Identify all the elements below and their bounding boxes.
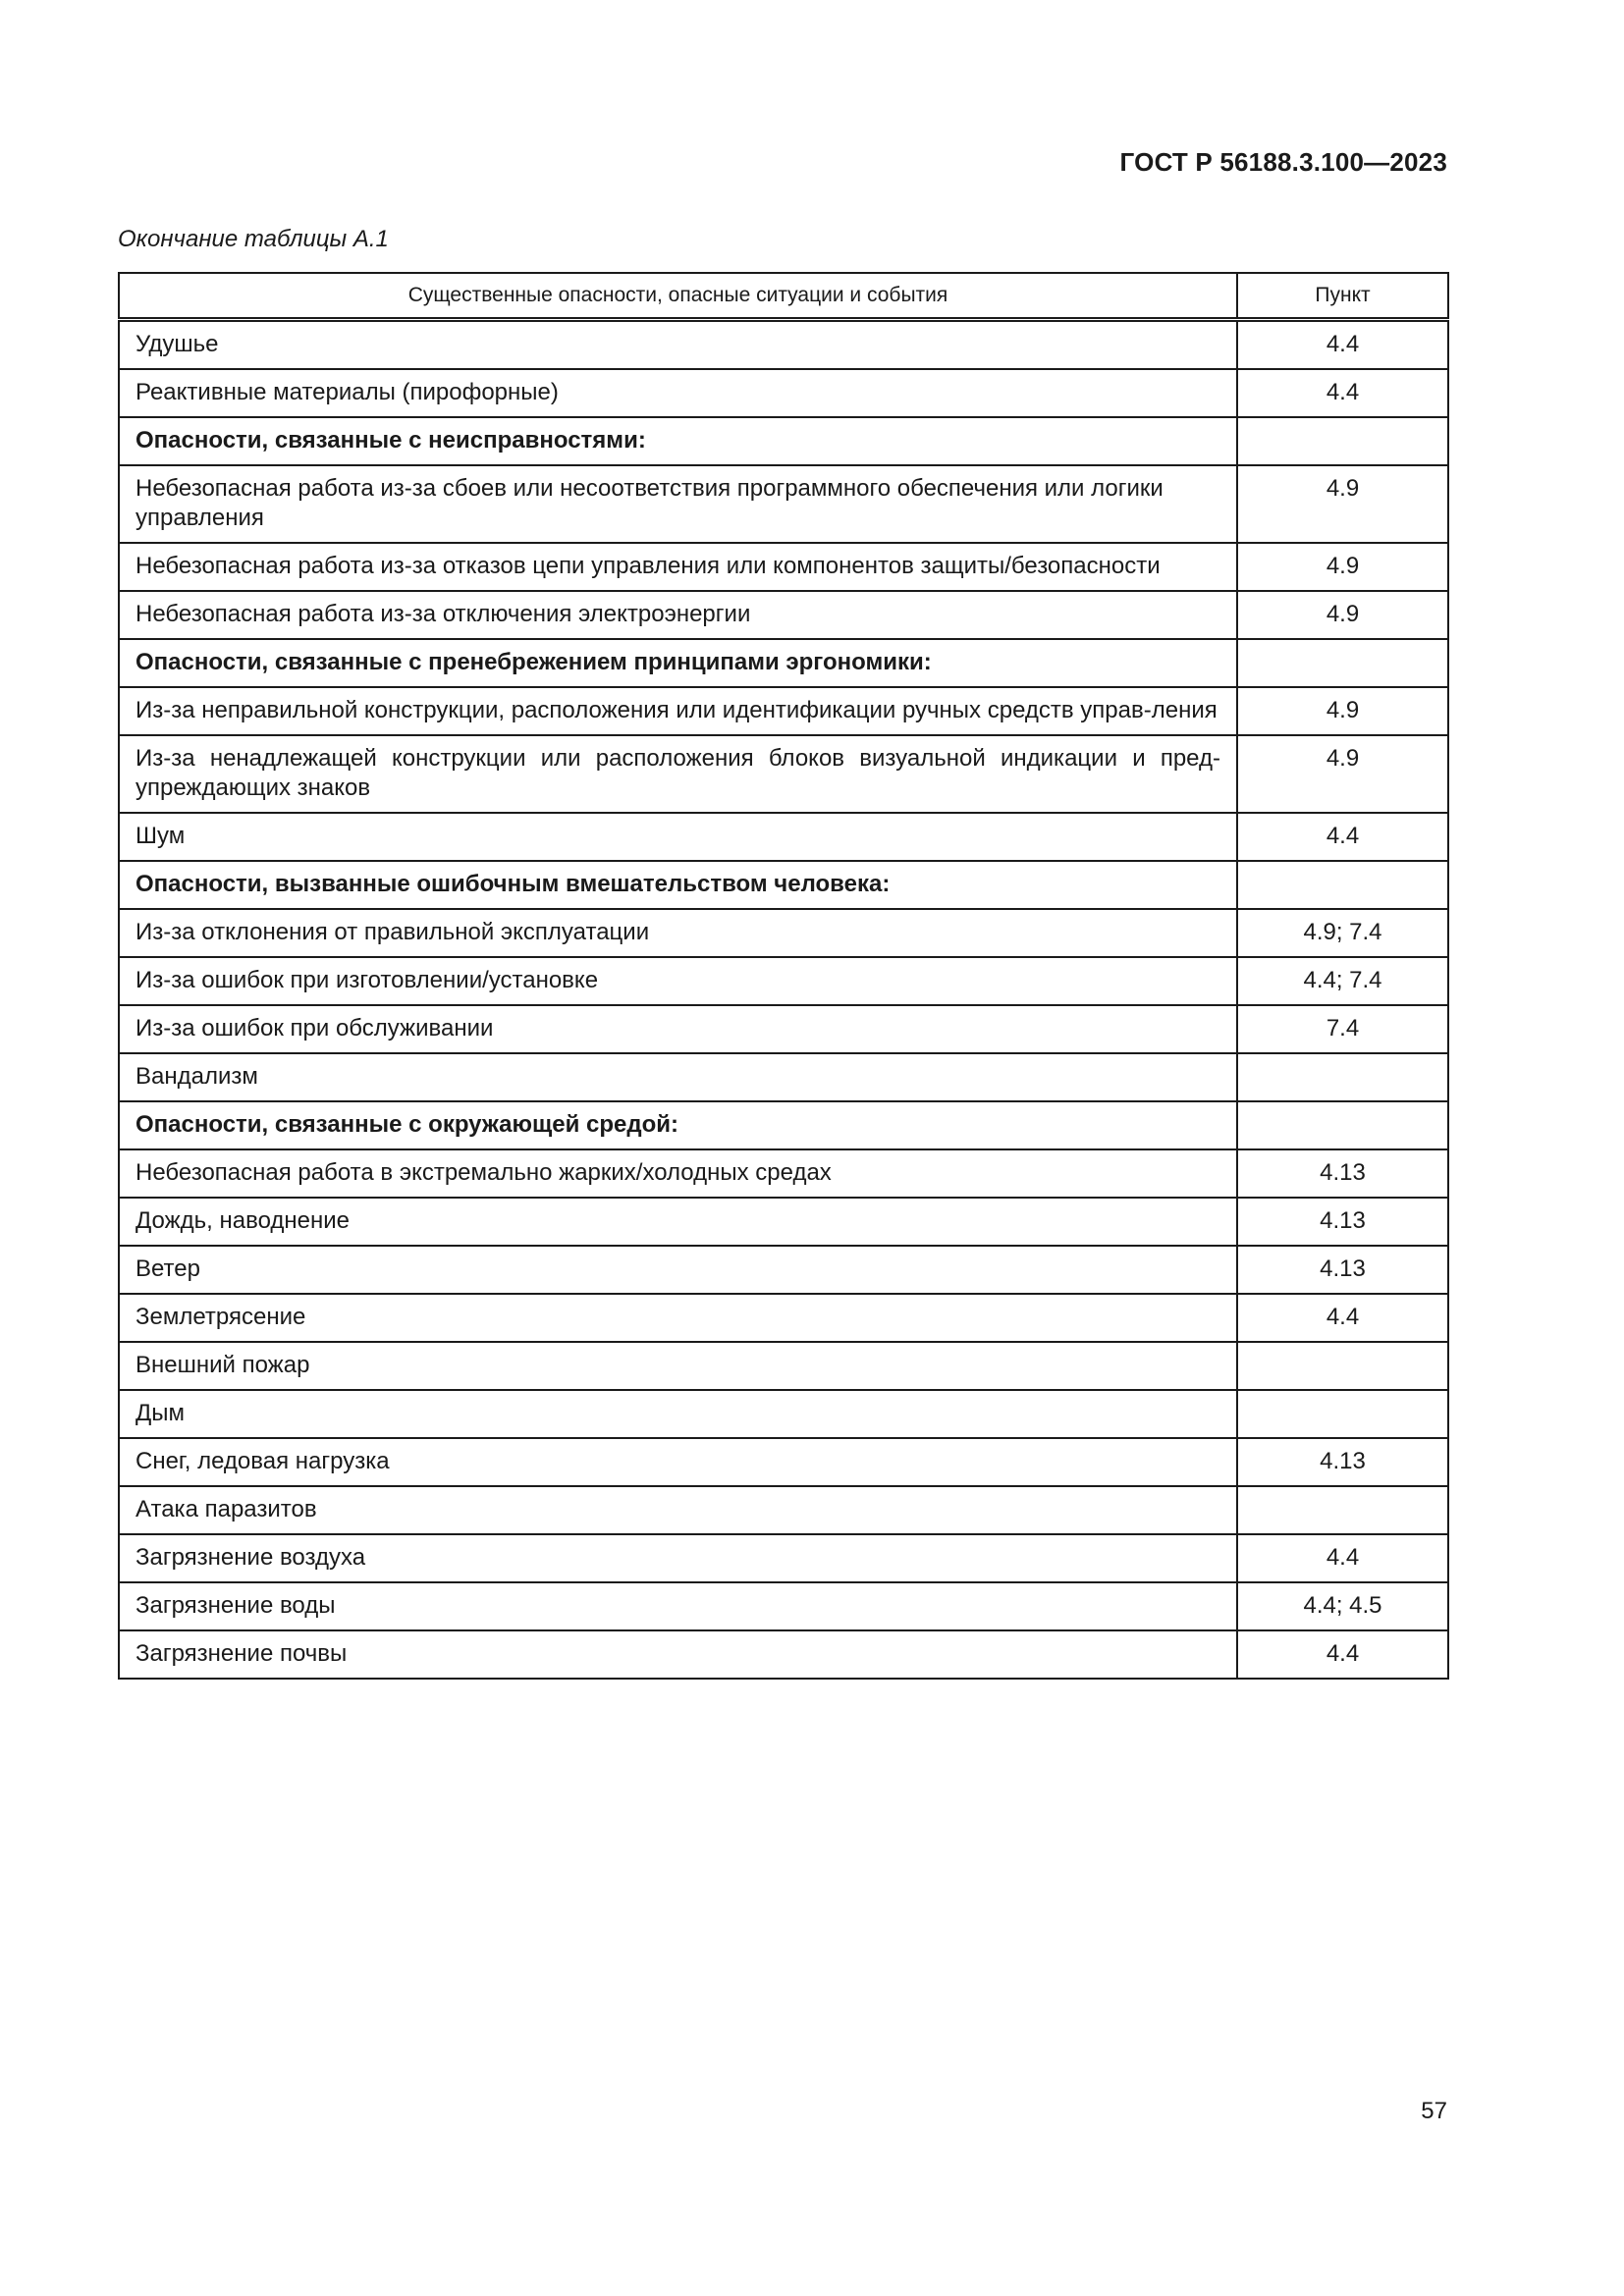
table-row [119,909,1448,957]
section-heading-cell: Опасности, связанные с окружающей средой: [119,1101,1237,1149]
clause-reference-cell: 4.13 [1237,1198,1448,1246]
table-row [119,369,1448,417]
hazard-description-cell: Небезопасная работа из-за отказов цепи управления или компонентов защиты/безопасности [119,543,1237,591]
hazard-description-cell: Реактивные материалы (пирофорные) [119,369,1237,417]
table-row [119,465,1448,543]
table-row [119,1198,1448,1246]
column-header-clause: Пункт [1237,273,1448,320]
clause-reference-cell: 4.4 [1237,813,1448,861]
hazard-description-cell: Из-за отклонения от правильной эксплуатации [119,909,1237,957]
hazard-description-cell: Дождь, наводнение [119,1198,1237,1246]
table-row [119,687,1448,735]
table-header [119,273,1448,320]
table-row [119,1342,1448,1390]
table-row [119,735,1448,813]
table-row [119,1582,1448,1630]
table-row [119,1390,1448,1438]
hazard-description-cell: Удушье [119,320,1237,370]
table-row [119,543,1448,591]
clause-reference-cell: 4.4 [1237,1294,1448,1342]
clause-reference-cell: 4.4 [1237,369,1448,417]
hazard-description-cell: Дым [119,1390,1237,1438]
clause-reference-cell: 4.4; 7.4 [1237,957,1448,1005]
hazard-description-cell: Небезопасная работа из-за сбоев или несоответствия программного обеспечения или логики управления [119,465,1237,543]
column-header-hazards: Существенные опасности, опасные ситуации и события [119,273,1237,320]
table-header-row [119,273,1448,320]
hazard-description-cell: Снег, ледовая нагрузка [119,1438,1237,1486]
table-row [119,320,1448,370]
table-row [119,1005,1448,1053]
hazard-description-cell: Землетрясение [119,1294,1237,1342]
table-row [119,1534,1448,1582]
table-row [119,1294,1448,1342]
clause-reference-cell: 4.9 [1237,591,1448,639]
clause-reference-cell [1237,1342,1448,1390]
table-section-row [119,639,1448,687]
hazard-description-cell: Из-за ошибок при изготовлении/установке [119,957,1237,1005]
table-section-row [119,417,1448,465]
hazard-description-cell: Атака паразитов [119,1486,1237,1534]
clause-reference-cell [1237,1101,1448,1149]
clause-reference-cell: 4.13 [1237,1246,1448,1294]
table-row [119,957,1448,1005]
section-heading-cell: Опасности, вызванные ошибочным вмешательством человека: [119,861,1237,909]
clause-reference-cell: 4.13 [1237,1438,1448,1486]
clause-reference-cell [1237,417,1448,465]
table-row [119,1246,1448,1294]
hazard-description-cell: Загрязнение воды [119,1582,1237,1630]
table-section-row [119,1101,1448,1149]
clause-reference-cell: 4.4 [1237,1534,1448,1582]
clause-reference-cell: 4.9 [1237,735,1448,813]
clause-reference-cell: 7.4 [1237,1005,1448,1053]
clause-reference-cell: 4.4 [1237,1630,1448,1679]
clause-reference-cell [1237,639,1448,687]
clause-reference-cell: 4.9 [1237,465,1448,543]
clause-reference-cell [1237,1053,1448,1101]
table-section-row [119,861,1448,909]
clause-reference-cell [1237,861,1448,909]
section-heading-cell: Опасности, связанные с неисправностями: [119,417,1237,465]
hazards-table [118,272,1449,1680]
hazard-description-cell: Шум [119,813,1237,861]
table-row [119,1149,1448,1198]
table-row [119,813,1448,861]
clause-reference-cell [1237,1486,1448,1534]
table-row [119,1486,1448,1534]
clause-reference-cell: 4.9; 7.4 [1237,909,1448,957]
clause-reference-cell: 4.13 [1237,1149,1448,1198]
hazard-description-cell: Вандализм [119,1053,1237,1101]
table-row [119,1053,1448,1101]
table-caption: Окончание таблицы А.1 [118,226,389,252]
hazard-description-cell: Из-за ошибок при обслуживании [119,1005,1237,1053]
hazard-description-cell: Из-за неправильной конструкции, расположения или идентификации ручных средств управ-ления [119,687,1237,735]
clause-reference-cell: 4.9 [1237,687,1448,735]
section-heading-cell: Опасности, связанные с пренебрежением принципами эргономики: [119,639,1237,687]
hazard-description-cell: Загрязнение почвы [119,1630,1237,1679]
clause-reference-cell [1237,1390,1448,1438]
clause-reference-cell: 4.4; 4.5 [1237,1582,1448,1630]
hazard-description-cell: Небезопасная работа из-за отключения электроэнергии [119,591,1237,639]
document-standard-number: ГОСТ Р 56188.3.100—2023 [1119,147,1447,177]
hazard-description-cell: Из-за ненадлежащей конструкции или расположения блоков визуальной индикации и пред-упреждающих знаков [119,735,1237,813]
table-row [119,1630,1448,1679]
hazard-description-cell: Внешний пожар [119,1342,1237,1390]
hazard-description-cell: Небезопасная работа в экстремально жарких/холодных средах [119,1149,1237,1198]
page-number: 57 [1421,2098,1447,2124]
clause-reference-cell: 4.9 [1237,543,1448,591]
hazard-description-cell: Загрязнение воздуха [119,1534,1237,1582]
clause-reference-cell: 4.4 [1237,320,1448,370]
table-row [119,1438,1448,1486]
table-row [119,591,1448,639]
hazard-description-cell: Ветер [119,1246,1237,1294]
table-body [119,320,1448,1680]
